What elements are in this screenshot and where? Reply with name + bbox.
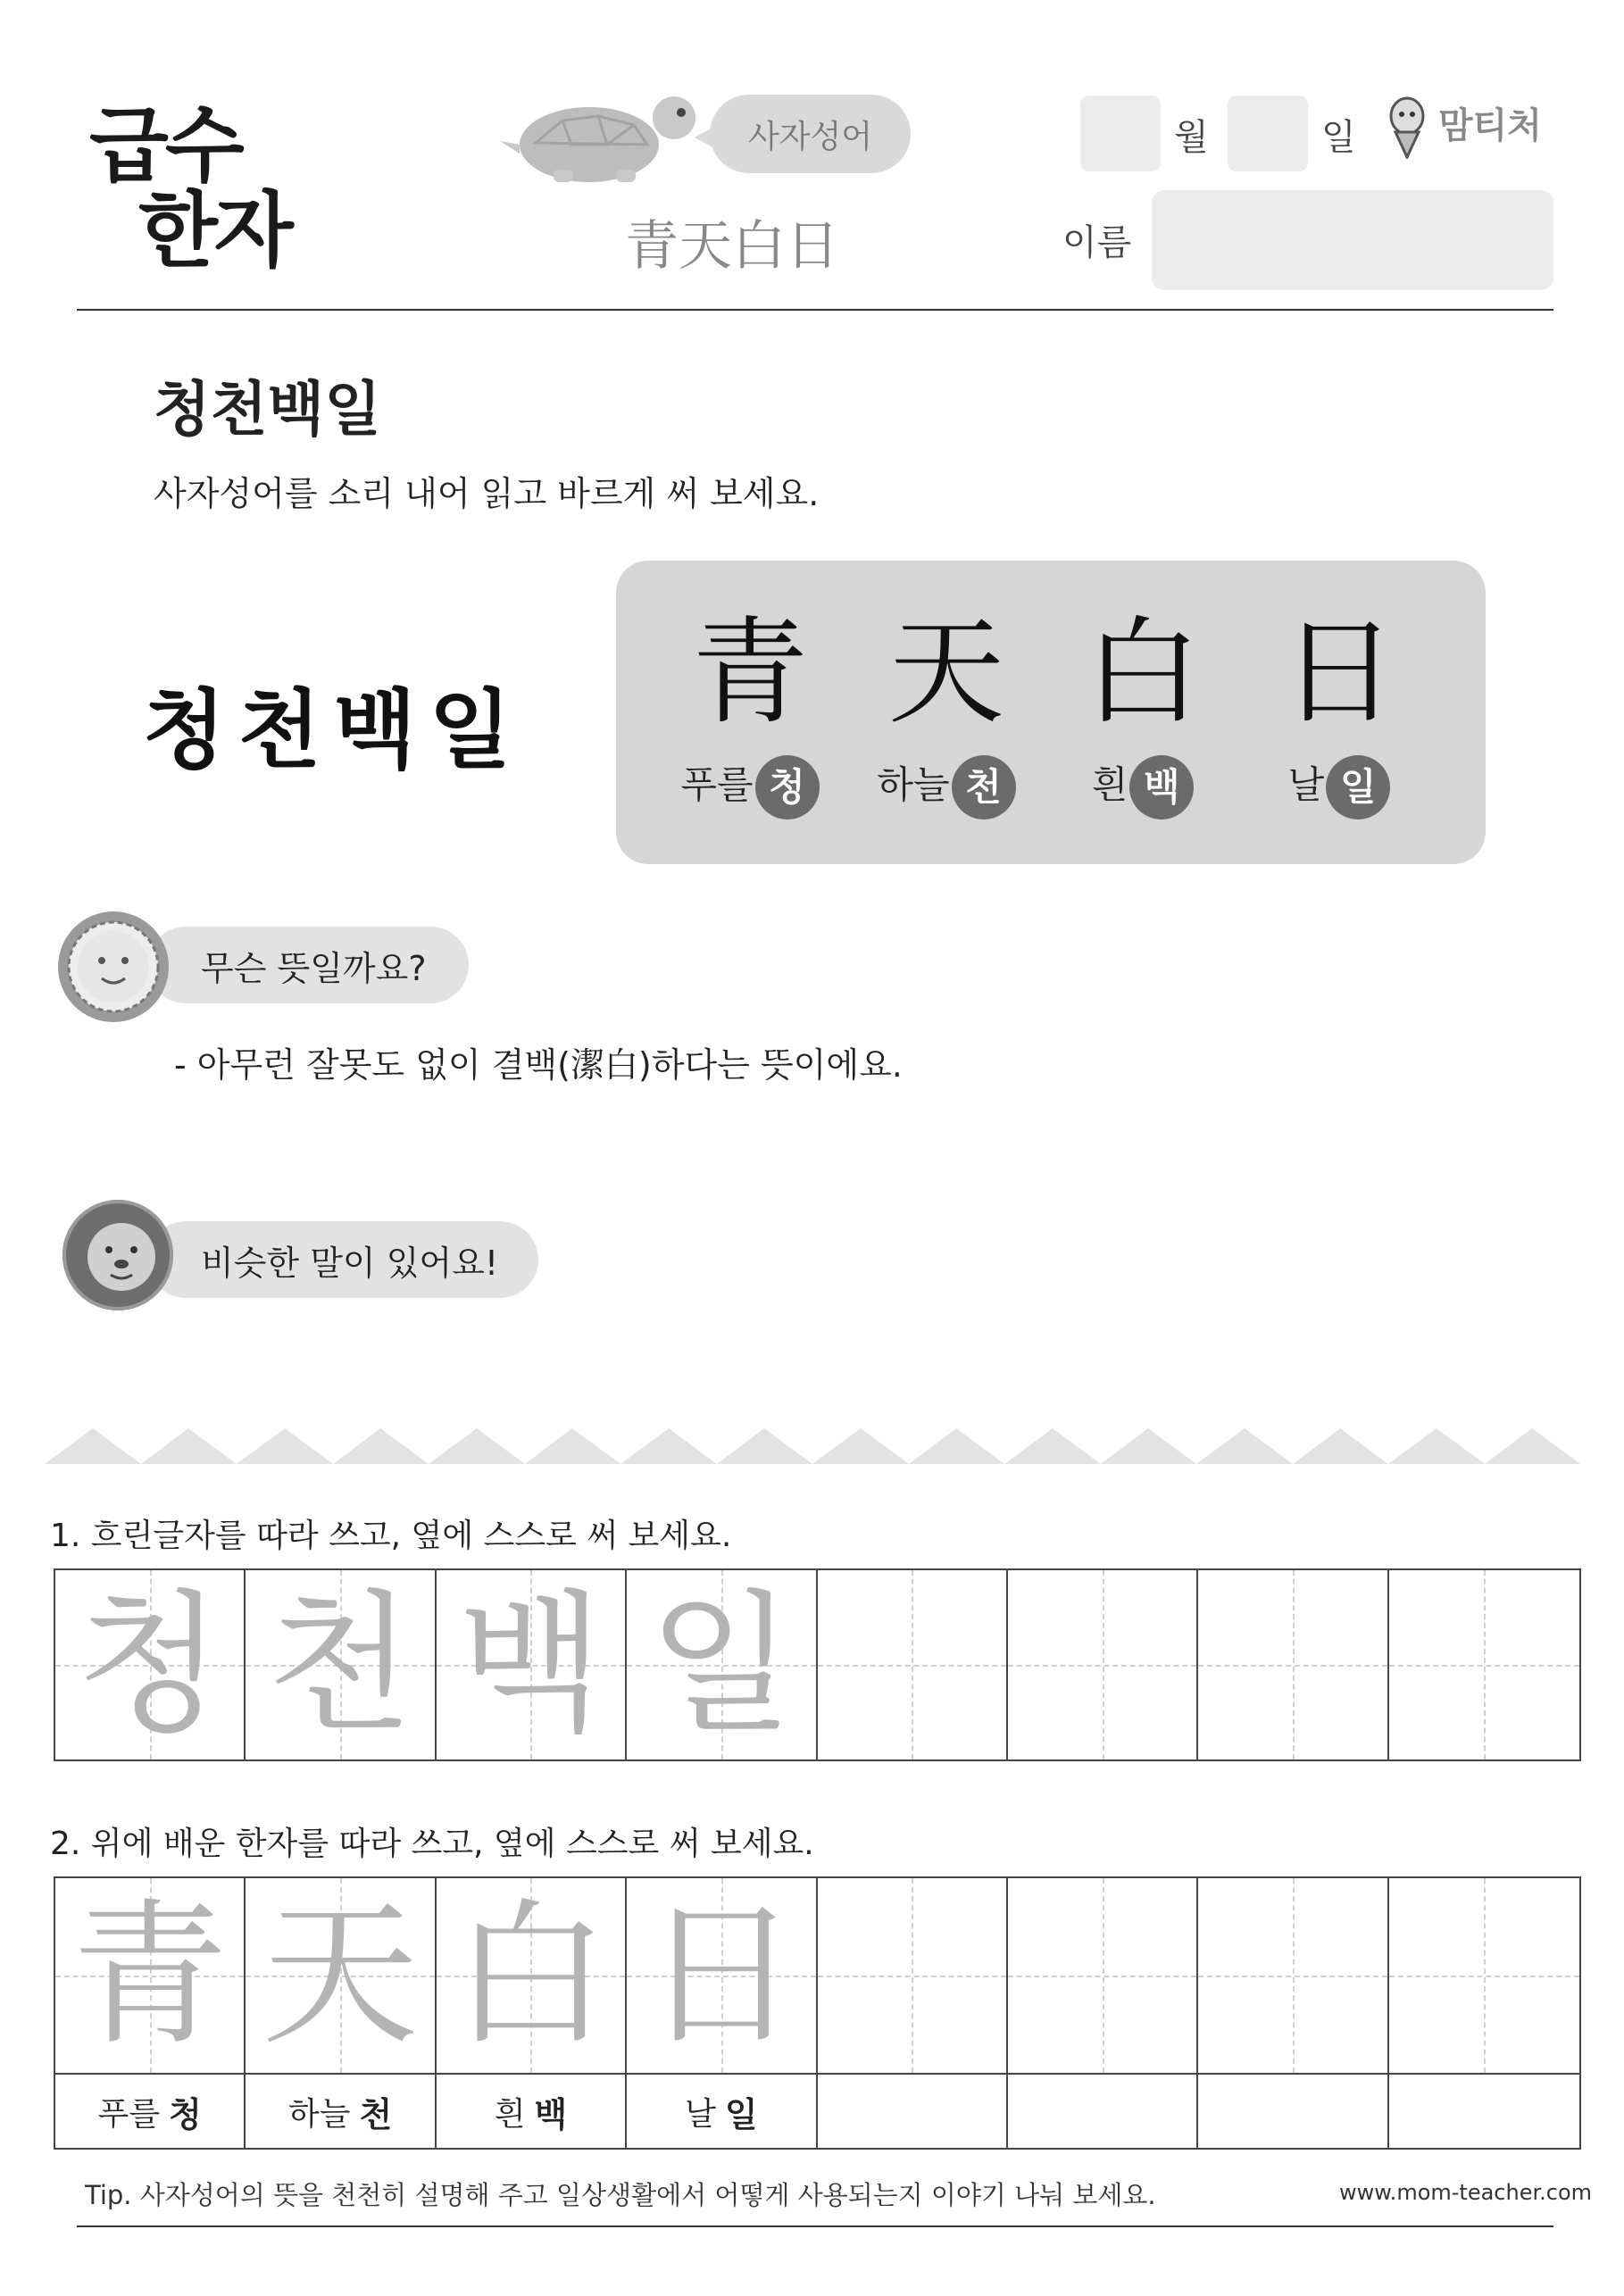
meaning-label: 무슨 뜻일까요? (201, 948, 427, 988)
footer-divider (77, 2225, 1553, 2227)
turtle-icon (500, 89, 705, 183)
card-hanja: 白 (1084, 604, 1201, 740)
write-cell[interactable] (818, 1570, 1008, 1759)
meaning-pill (147, 927, 469, 1003)
practice-question-2: 2. 위에 배운 한자를 따라 쓰고, 옆에 스스로 써 보세요. (50, 1826, 814, 1862)
reading-meaning: 푸를 (680, 762, 754, 807)
reading-meaning: 흰 (1091, 762, 1128, 807)
sun-icon (55, 909, 171, 1025)
write-cell[interactable] (1389, 1878, 1579, 2073)
reading-meaning: 흰 (494, 2095, 526, 2133)
reading-sound: 청 (169, 2094, 202, 2134)
practice-grid-1 (54, 1568, 1581, 1761)
reading-meaning: 날 (1287, 762, 1325, 807)
write-cell[interactable] (1008, 1570, 1198, 1759)
reading-meaning: 하늘 (287, 2095, 351, 2133)
large-reading: 청천백일 (143, 680, 524, 780)
reading-sound: 천 (952, 755, 1016, 819)
trace-char: 青 (71, 1884, 229, 2067)
card-reading (1241, 755, 1437, 819)
reading-meaning: 하늘 (877, 762, 950, 807)
similar-pill (147, 1221, 538, 1298)
reading-cell (55, 2073, 246, 2148)
lesson-instruction: 사자성어를 소리 내어 읽고 바르게 써 보세요. (154, 474, 820, 513)
trace-cell[interactable] (246, 1570, 436, 1759)
empty-reading-cell[interactable] (818, 2073, 1008, 2148)
brand-line1: 급수 (89, 98, 241, 194)
publisher-logo (1388, 96, 1542, 159)
card-reading (848, 755, 1045, 819)
category-badge: 사자성어 (710, 95, 911, 173)
trace-char: 백 (457, 1576, 604, 1753)
trace-char: 日 (643, 1884, 800, 2067)
trace-char: 白 (452, 1884, 609, 2067)
month-input-box[interactable] (1080, 96, 1161, 171)
write-cell[interactable] (1198, 1570, 1388, 1759)
hanja-title: 青天白日 (625, 215, 839, 278)
reading-sound: 백 (1129, 755, 1194, 819)
name-input-box[interactable] (1152, 190, 1553, 290)
write-cell[interactable] (818, 1878, 1008, 2073)
card-hanja: 日 (1280, 604, 1397, 740)
trace-cell[interactable] (55, 1878, 246, 2073)
card-reading (652, 755, 848, 819)
hanja-card (616, 561, 1486, 864)
reading-sound: 일 (724, 2094, 758, 2134)
card-hanja: 青 (691, 604, 808, 740)
reading-sound: 청 (755, 755, 820, 819)
write-cell[interactable] (1198, 1878, 1388, 2073)
practice-question-1: 1. 흐린글자를 따라 쓰고, 옆에 스스로 써 보세요. (50, 1518, 732, 1554)
reading-cell (627, 2073, 817, 2148)
brand-line2: 한자 (138, 183, 290, 279)
trace-char: 천 (266, 1576, 414, 1753)
trace-cell[interactable] (246, 1878, 436, 2073)
lesson-heading: 청천백일 (154, 375, 382, 444)
name-label: 이름 (1062, 222, 1132, 263)
write-cell[interactable] (1389, 1570, 1579, 1759)
brand-logo (85, 98, 308, 293)
card-reading (1045, 755, 1241, 819)
trace-cell[interactable] (55, 1570, 246, 1759)
meaning-text: - 아무런 잘못도 없이 결백(潔白)하다는 뜻이에요. (174, 1045, 903, 1085)
reading-sound: 일 (1326, 755, 1390, 819)
reading-cell (437, 2073, 627, 2148)
card-hanja: 天 (887, 604, 1004, 740)
lion-icon (59, 1196, 177, 1314)
trace-cell[interactable] (627, 1878, 817, 2073)
trace-char: 天 (262, 1884, 419, 2067)
pencil-icon (1388, 96, 1426, 159)
write-cell[interactable] (1008, 1878, 1198, 2073)
footer-tip: Tip. 사자성어의 뜻을 천천히 설명해 주고 일상생활에서 어떻게 사용되는지 이야기 나눠 보세요. (85, 2180, 1156, 2210)
reading-sound: 백 (534, 2094, 568, 2134)
practice-grid-2 (54, 1876, 1581, 2150)
similar-label: 비슷한 말이 있어요! (201, 1243, 499, 1283)
publisher-logo-text: 맘티처 (1437, 105, 1542, 146)
empty-reading-cell[interactable] (1008, 2073, 1198, 2148)
empty-reading-cell[interactable] (1198, 2073, 1388, 2148)
header-divider (77, 309, 1553, 311)
reading-sound: 천 (359, 2094, 393, 2134)
footer-site: www.mom-teacher.com (1339, 2180, 1593, 2205)
trace-cell[interactable] (437, 1878, 627, 2073)
reading-meaning: 푸를 (97, 2095, 161, 2133)
reading-meaning: 날 (685, 2095, 716, 2133)
month-label: 월 (1174, 117, 1209, 158)
trace-cell[interactable] (437, 1570, 627, 1759)
zigzag-divider (45, 1428, 1580, 1464)
trace-cell[interactable] (627, 1570, 817, 1759)
trace-char: 청 (76, 1576, 223, 1753)
day-label: 일 (1321, 117, 1356, 158)
trace-char: 일 (647, 1576, 795, 1753)
empty-reading-cell[interactable] (1389, 2073, 1579, 2148)
day-input-box[interactable] (1228, 96, 1308, 171)
reading-cell (246, 2073, 436, 2148)
